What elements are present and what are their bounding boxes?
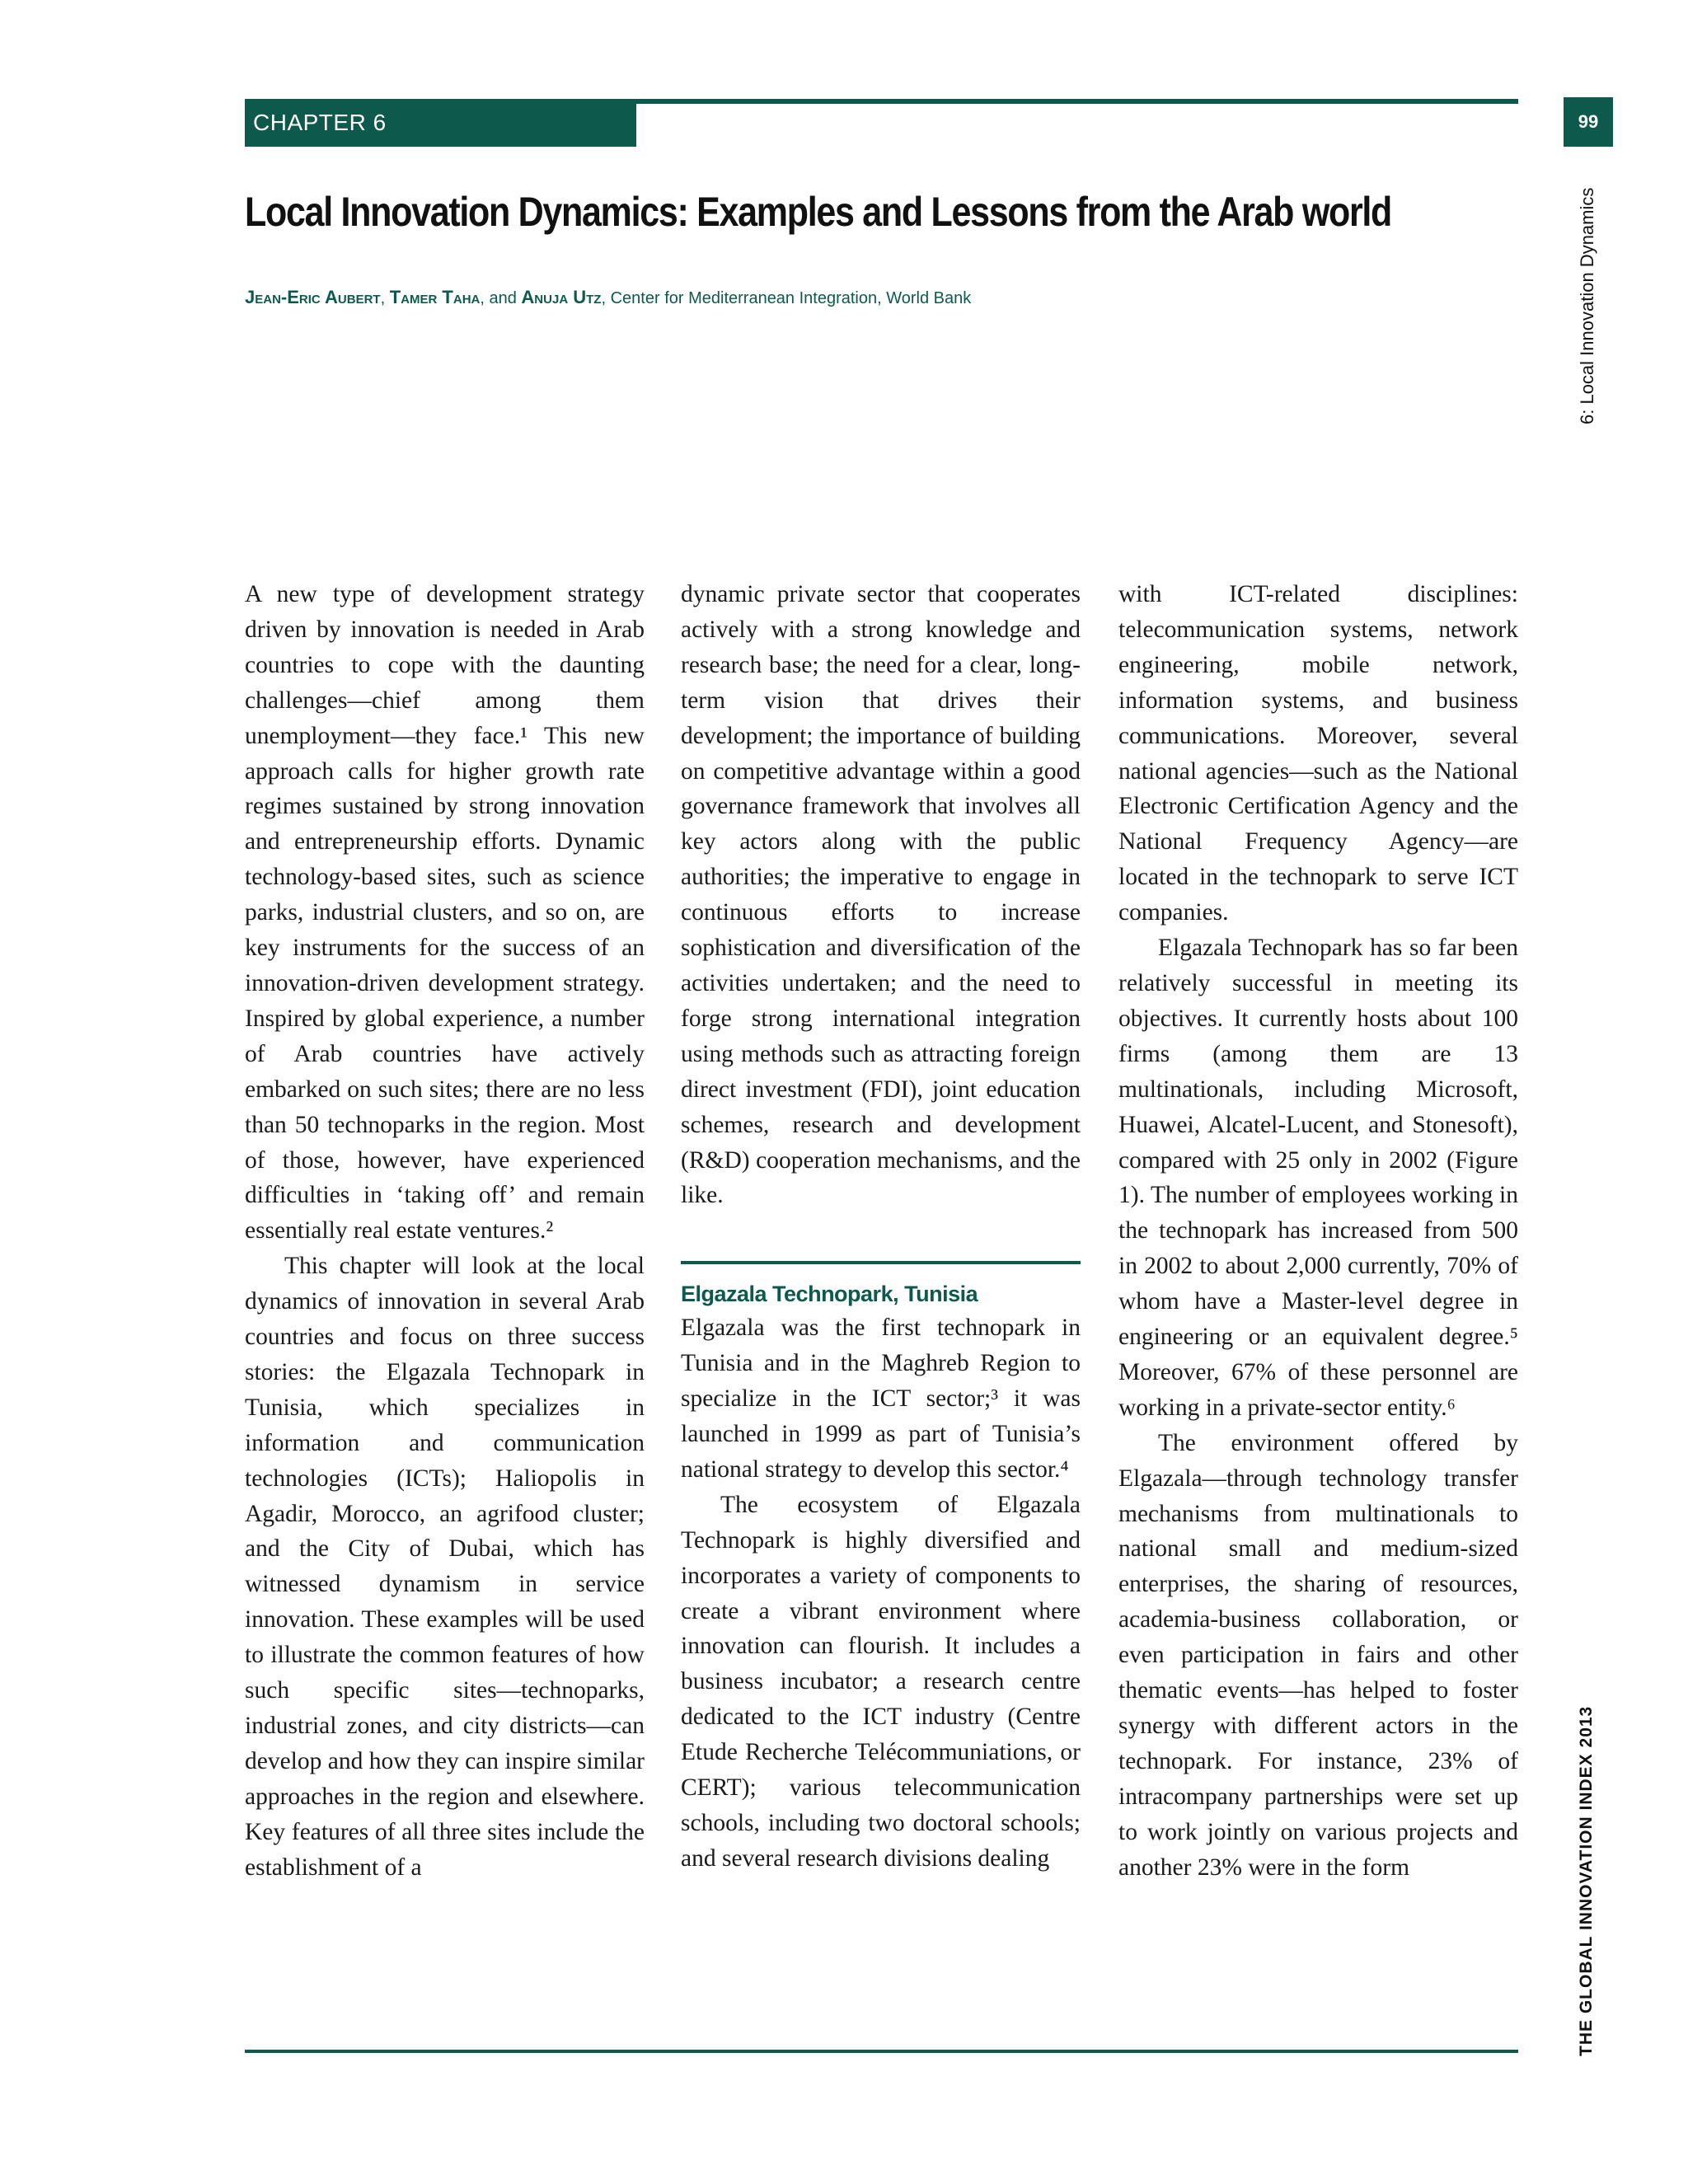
section-rule xyxy=(681,1261,1081,1264)
article-title: Local Innovation Dynamics: Examples and Lessons from the Arab world xyxy=(245,189,1392,235)
paragraph: The environment offered by Elgazala—through technology transfer mechanisms from multinationals to national small and medium-sized enterprises, the sharing of resources, academia-business collaboration, or even participation in fairs and other thematic events—has helped to foster synergy with different actors in the technopark. For instance, 23% of intracompany partnerships were set up to work jointly on various projects and another 23% were in the form xyxy=(1118,1429,1518,1881)
paragraph: with ICT-related disciplines: telecommunication systems, network engineering, mobile network, information systems, and business communications. Moreover, several national agencies—such as the National Electronic Certification Agency and the National Frequency Agency—are located in the technopark to serve ICT companies. xyxy=(1118,581,1518,926)
author-separator: , xyxy=(380,289,390,307)
chapter-label: CHAPTER 6 xyxy=(245,99,636,147)
header-rule xyxy=(636,99,1518,104)
author-name: Tamer Taha xyxy=(389,287,481,307)
paragraph: A new type of development strategy driven by innovation is needed in Arab countries to cope with the daunting challenges—chief among them unemployment—they face.¹ This new approach calls for higher growth rate regimes sustained by strong innovation and entrepreneurship efforts. Dynamic technology-based sites, such as science parks, industrial clusters, and so on, are key instruments for the success of an innovation-driven development strategy. Inspired by global experience, a number of Arab countries have actively embarked on such sites; there are no less than 50 technoparks in the region. Most of those, however, have experienced difficulties in ‘taking off’ and remain essentially real estate ventures.² xyxy=(245,581,645,1244)
running-head: 6: Local Innovation Dynamics xyxy=(1577,187,1597,424)
paragraph: dynamic private sector that cooperates actively with a strong knowledge and research base; the need for a clear, long-term vision that drives their development; the importance of building on competitive advantage within a good governance framework that involves all key actors along with the public authorities; the imperative to engage in continuous efforts to increase sophistication and diversification of the activities undertaken; and the need to forge strong international integration using methods such as attracting foreign direct investment (FDI), joint education schemes, research and development (R&D) cooperation mechanisms, and the like. xyxy=(681,581,1081,1209)
author-separator: , xyxy=(601,289,611,307)
author-line xyxy=(245,287,971,308)
author-name: Jean-Eric Aubert xyxy=(245,287,381,307)
text-column-3 xyxy=(1118,577,1518,1886)
paragraph: The ecosystem of Elgazala Technopark is highly diversified and incorporates a variety of components to create a vibrant environment where innovation can flourish. It includes a business incubator; a research centre dedicated to the ICT industry (Centre Etude Recherche Telécommuniations, or CERT); various telecommunication schools, including two doctoral schools; and several research divisions dealing xyxy=(681,1491,1081,1872)
text-column-2 xyxy=(681,577,1081,1877)
paragraph: Elgazala Technopark has so far been relatively successful in meeting its objectives. It currently hosts about 100 firms (among them are 13 multinationals, including Microsoft, Huawei, Alcatel-Lucent, and Stonesoft), compared with 25 only in 2002 (Figure 1). The number of employees working in the technopark has increased from 500 in 2002 to about 2,000 currently, 70% of whom have a Master-level degree in engineering or an equivalent degree.⁵ Moreover, 67% of these personnel are working in a private-sector entity.⁶ xyxy=(1118,935,1518,1421)
section-heading: Elgazala Technopark, Tunisia xyxy=(681,1282,978,1307)
author-name: Anuja Utz xyxy=(521,287,602,307)
author-separator: , and xyxy=(480,289,522,307)
text-column-1 xyxy=(245,577,645,1886)
paragraph: This chapter will look at the local dynamics of innovation in several Arab countries and focus on three success stories: the Elgazala Technopark in Tunisia, which specializes in information and communication technologies (ICTs); Haliopolis in Agadir, Morocco, an agrifood cluster; and the City of Dubai, which has witnessed dynamism in service innovation. These examples will be used to illustrate the common features of how such specific sites—technoparks, industrial zones, and city districts—can develop and how they can inspire similar approaches in the region and elsewhere. Key features of all three sites include the establishment of a xyxy=(245,1253,645,1881)
page-number: 99 xyxy=(1564,97,1613,147)
affiliation: Center for Mediterranean Integration, World Bank xyxy=(610,289,972,307)
paragraph: Elgazala was the first technopark in Tunisia and in the Maghreb Region to specialize in the ICT sector;³ it was launched in 1999 as part of Tunisia’s national strategy to develop this sector.⁴ xyxy=(681,1315,1081,1483)
publication-name: THE GLOBAL INNOVATION INDEX 2013 xyxy=(1577,1705,1596,2056)
footer-rule xyxy=(245,2050,1518,2053)
